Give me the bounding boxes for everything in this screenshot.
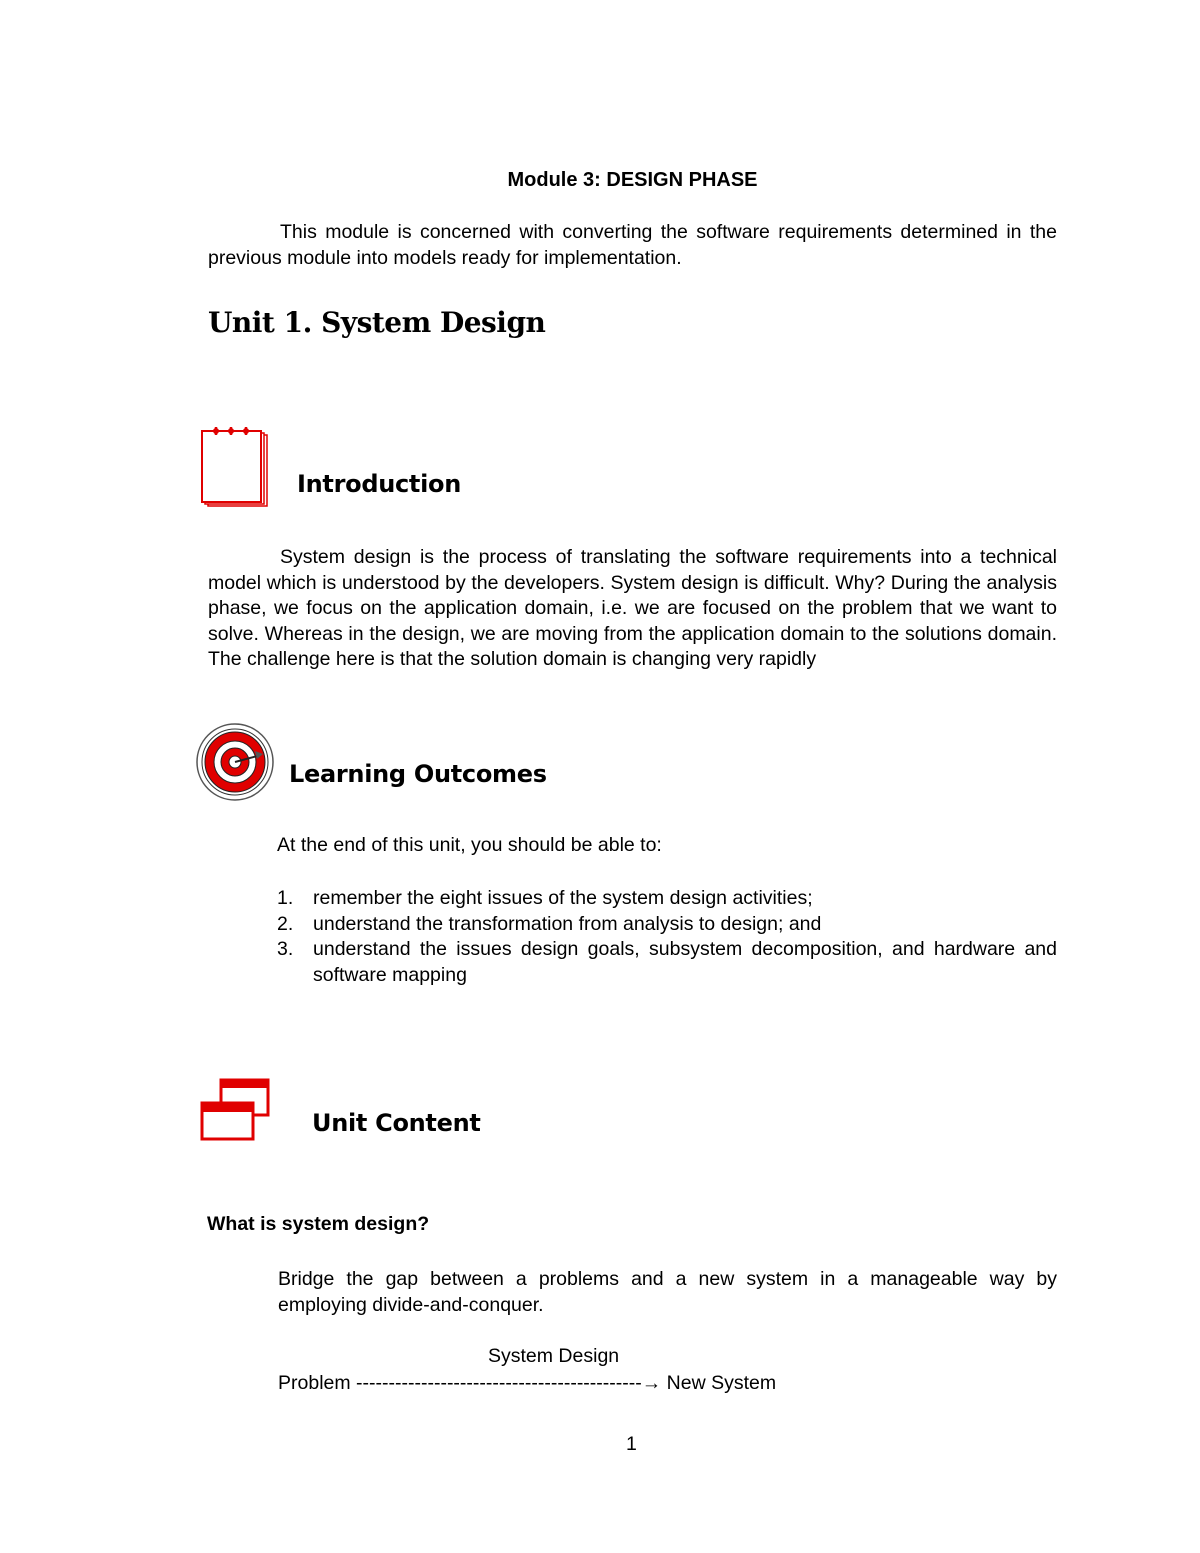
target-icon — [195, 721, 277, 808]
learning-outcomes-heading: Learning Outcomes — [289, 760, 547, 788]
list-item-text: understand the transformation from analysis to design; and — [313, 912, 822, 935]
list-item-text: understand the issues design goals, subsystem decomposition, and hardware and software mapping — [313, 938, 1057, 986]
page-number: 1 — [626, 1433, 637, 1455]
unit-title: Unit 1. System Design — [208, 306, 546, 339]
windows-icon — [198, 1076, 274, 1149]
list-item-number: 1. — [277, 887, 294, 909]
introduction-body: System design is the process of translating the software requirements into a technical model which is understood by the developers. System design is difficult. Why? During the analysis phase, we focus on the application domain, i.e. we are focused on the problem that we want to solve. Whereas in the design, we are moving from the application domain to the solutions domain. The challenge here is that the solution domain is changing very rapidly — [208, 546, 1057, 670]
system-design-answer: Bridge the gap between a problems and a new system in a manageable way by employing divide-and-conquer. — [278, 1268, 1057, 1316]
module-title: Module 3: DESIGN PHASE — [507, 169, 758, 191]
diagram-label: System Design — [488, 1345, 620, 1367]
list-item-number: 3. — [277, 938, 294, 960]
notepad-icon — [200, 426, 270, 513]
list-item-number: 2. — [277, 912, 294, 935]
list-item — [277, 912, 1057, 938]
system-design-question: What is system design? — [207, 1213, 430, 1235]
learning-outcomes-lead: At the end of this unit, you should be able to: — [277, 834, 662, 856]
list-item-text: remember the eight issues of the system design activities; — [313, 887, 813, 909]
introduction-heading: Introduction — [297, 470, 461, 498]
outcomes-list — [277, 886, 1057, 988]
module-intro: This module is concerned with converting the software requirements determined in the previous module into models ready for implementation. — [208, 221, 1057, 269]
list-item — [277, 937, 1057, 988]
diagram-line: Problem --------------------------------------------→ New System — [278, 1372, 777, 1394]
list-item — [277, 886, 1057, 912]
unit-content-heading: Unit Content — [312, 1109, 481, 1137]
